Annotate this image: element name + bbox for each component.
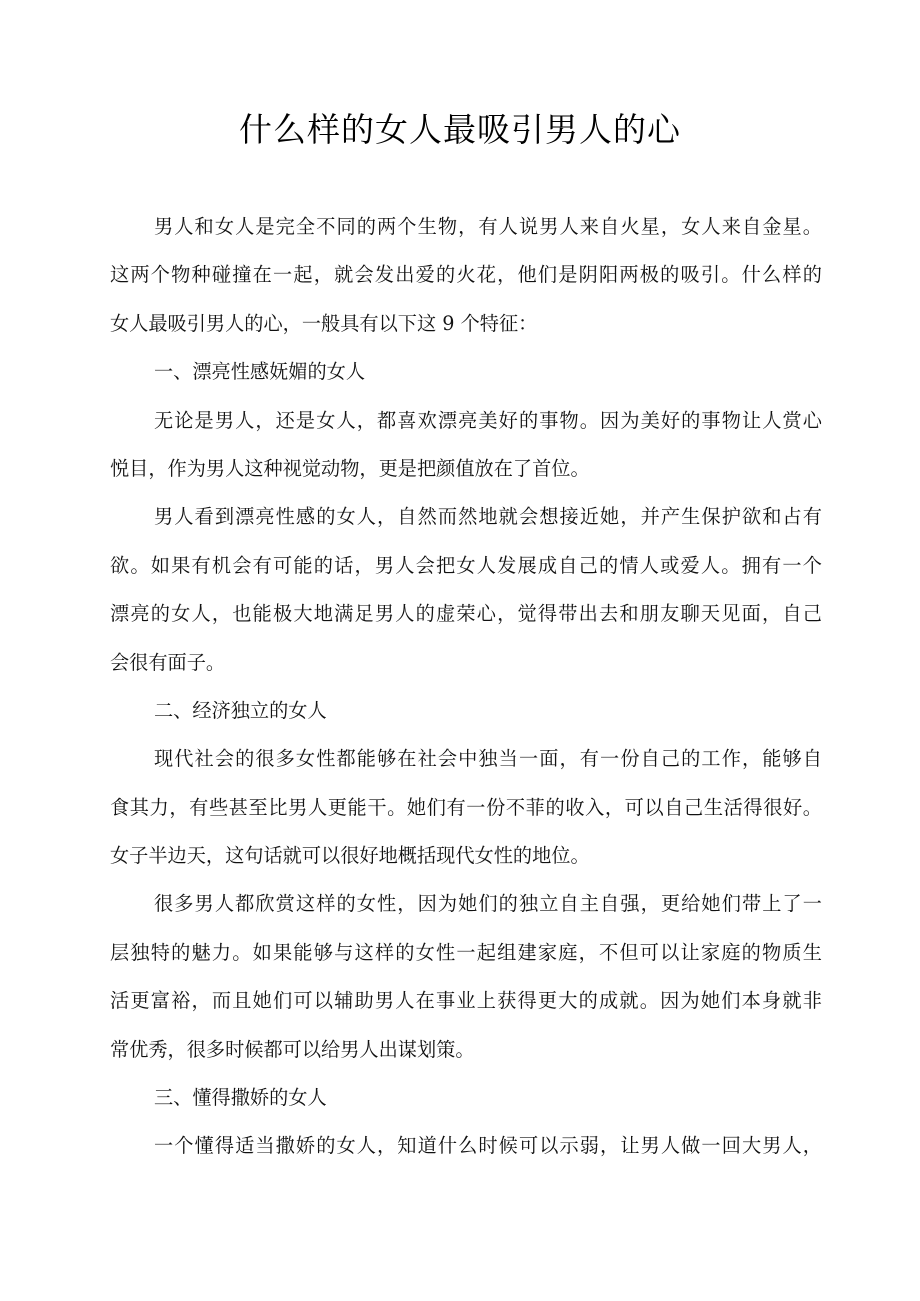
text-line: 悦目，作为男人这种视觉动物，更是把颜值放在了首位。 bbox=[110, 456, 590, 480]
text-line: 这两个物种碰撞在一起，就会发出爱的火花，他们是阴阳两极的吸引。什么样的 bbox=[110, 263, 822, 287]
text-line: 现代社会的很多女性都能够在社会中独当一面，有一份自己的工作，能够自 bbox=[154, 747, 822, 771]
text-line: 男人看到漂亮性感的女人，自然而然地就会想接近她，并产生保护欲和占有 bbox=[154, 505, 822, 529]
text-line: 男人和女人是完全不同的两个生物，有人说男人来自火星，女人来自金星。 bbox=[154, 215, 822, 238]
text-line: 会很有面子。 bbox=[110, 650, 226, 674]
text-line: 女人最吸引男人的心，一般具有以下这 9 个特征： bbox=[110, 311, 538, 335]
document-body bbox=[110, 203, 822, 1171]
text-line: 一个懂得适当撒娇的女人，知道什么时候可以示弱，让男人做一回大男人， bbox=[154, 1134, 822, 1158]
text-line: 层独特的魅力。如果能够与这样的女性一起组建家庭，不但可以让家庭的物质生 bbox=[110, 940, 822, 964]
text-line: 活更富裕，而且她们可以辅助男人在事业上获得更大的成就。因为她们本身就非 bbox=[110, 989, 822, 1013]
text-line: 无论是男人，还是女人，都喜欢漂亮美好的事物。因为美好的事物让人赏心 bbox=[154, 408, 822, 432]
text-line: 女子半边天，这句话就可以很好地概括现代女性的地位。 bbox=[110, 844, 590, 868]
section-heading: 二、经济独立的女人 bbox=[154, 698, 327, 722]
section-heading: 一、漂亮性感妩媚的女人 bbox=[154, 360, 366, 384]
section-heading: 三、懂得撒娇的女人 bbox=[154, 1086, 327, 1110]
text-line: 很多男人都欣赏这样的女性，因为她们的独立自主自强，更给她们带上了一 bbox=[154, 892, 822, 916]
text-line: 漂亮的女人，也能极大地满足男人的虚荣心，觉得带出去和朋友聊天见面，自己 bbox=[110, 602, 822, 626]
text-line: 食其力，有些甚至比男人更能干。她们有一份不菲的收入，可以自己生活得很好。 bbox=[110, 795, 822, 819]
text-line: 欲。如果有机会有可能的话，男人会把女人发展成自己的情人或爱人。拥有一个 bbox=[110, 553, 822, 577]
text-line: 常优秀，很多时候都可以给男人出谋划策。 bbox=[110, 1037, 475, 1061]
document-title: 什么样的女人最吸引男人的心 bbox=[239, 110, 681, 149]
